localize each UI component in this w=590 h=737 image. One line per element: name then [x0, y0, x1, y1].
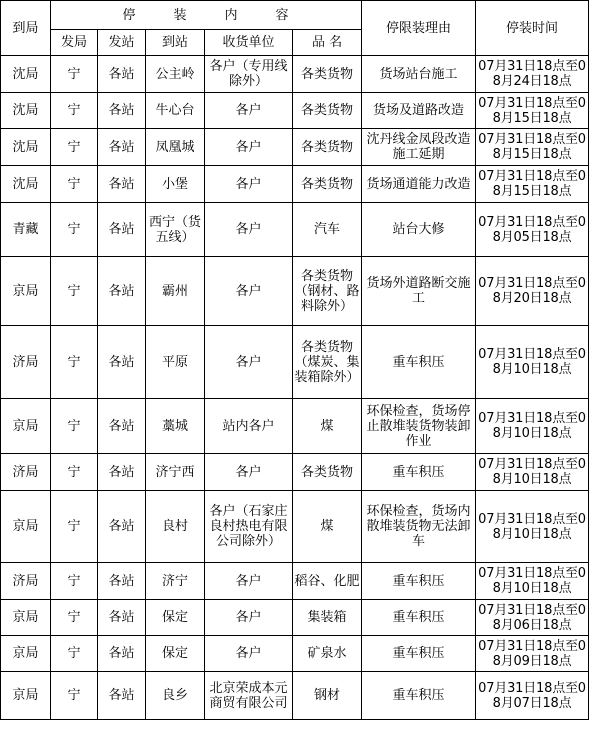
cell-reason: 重车积压 — [362, 636, 476, 672]
table-row — [1, 129, 589, 166]
cell-consignee: 各户 — [205, 93, 293, 129]
cell-reason: 站台大修 — [362, 203, 476, 257]
cell-goods: 各类货物（煤炭、集装箱除外） — [293, 326, 362, 399]
cell-period: 07月31日18点至08月15日18点 — [476, 166, 589, 203]
cell-reason: 重车积压 — [362, 672, 476, 720]
cell-consignee: 北京荣成本元商贸有限公司 — [205, 672, 293, 720]
cell-goods: 煤 — [293, 399, 362, 454]
cell-consignee: 各户 — [205, 600, 293, 636]
header-goods: 品 名 — [293, 30, 362, 56]
cell-to-bureau: 京局 — [1, 600, 51, 636]
cell-to-station: 公主岭 — [146, 56, 205, 93]
table-row — [1, 636, 589, 672]
cell-reason: 沈丹线金凤段改造施工延期 — [362, 129, 476, 166]
cell-to-station: 济宁 — [146, 563, 205, 600]
cell-reason: 环保检查，货场内散堆装货物无法卸车 — [362, 491, 476, 563]
cell-period: 07月31日18点至08月10日18点 — [476, 563, 589, 600]
cell-goods: 矿泉水 — [293, 636, 362, 672]
header-from-bureau: 发局 — [51, 30, 98, 56]
cell-reason: 重车积压 — [362, 600, 476, 636]
cell-to-bureau: 京局 — [1, 399, 51, 454]
cell-from-station: 各站 — [98, 600, 146, 636]
cell-to-bureau: 京局 — [1, 491, 51, 563]
cell-consignee: 各户 — [205, 203, 293, 257]
cell-goods: 各类货物 — [293, 166, 362, 203]
cell-from-station: 各站 — [98, 563, 146, 600]
cell-to-station: 小堡 — [146, 166, 205, 203]
cell-from-bureau: 宁 — [51, 93, 98, 129]
cell-reason: 重车积压 — [362, 326, 476, 399]
header-to-bureau: 到局 — [1, 1, 51, 56]
table-row — [1, 491, 589, 563]
cell-from-bureau: 宁 — [51, 326, 98, 399]
cell-period: 07月31日18点至08月10日18点 — [476, 491, 589, 563]
table-row — [1, 166, 589, 203]
cell-period: 07月31日18点至08月10日18点 — [476, 399, 589, 454]
cell-from-station: 各站 — [98, 672, 146, 720]
cell-period: 07月31日18点至08月15日18点 — [476, 129, 589, 166]
cell-consignee: 各户 — [205, 129, 293, 166]
cell-consignee: 各户（专用线除外） — [205, 56, 293, 93]
cell-from-station: 各站 — [98, 399, 146, 454]
table-row — [1, 399, 589, 454]
cell-consignee: 各户 — [205, 257, 293, 326]
cell-from-bureau: 宁 — [51, 166, 98, 203]
cell-reason: 货场外道路断交施工 — [362, 257, 476, 326]
cell-goods: 各类货物（钢材、路料除外） — [293, 257, 362, 326]
cell-to-bureau: 沈局 — [1, 56, 51, 93]
cell-from-station: 各站 — [98, 326, 146, 399]
cell-from-station: 各站 — [98, 636, 146, 672]
table-row — [1, 600, 589, 636]
cell-to-station: 良乡 — [146, 672, 205, 720]
cell-to-bureau: 京局 — [1, 257, 51, 326]
cell-to-station: 西宁（货五线） — [146, 203, 205, 257]
cell-from-station: 各站 — [98, 56, 146, 93]
cell-to-bureau: 青藏 — [1, 203, 51, 257]
cell-period: 07月31日18点至08月20日18点 — [476, 257, 589, 326]
cell-reason: 货场及道路改造 — [362, 93, 476, 129]
cell-consignee: 各户 — [205, 636, 293, 672]
cell-reason: 重车积压 — [362, 454, 476, 491]
cell-goods: 汽车 — [293, 203, 362, 257]
table-row — [1, 93, 589, 129]
cell-to-bureau: 沈局 — [1, 93, 51, 129]
cell-goods: 煤 — [293, 491, 362, 563]
cell-period: 07月31日18点至08月15日18点 — [476, 93, 589, 129]
cell-consignee: 各户 — [205, 454, 293, 491]
cell-to-station: 平原 — [146, 326, 205, 399]
cell-period: 07月31日18点至08月10日18点 — [476, 326, 589, 399]
cell-consignee: 各户 — [205, 563, 293, 600]
header-suspension-content: 停装内容 — [51, 1, 362, 30]
cell-period: 07月31日18点至08月05日18点 — [476, 203, 589, 257]
cell-from-bureau: 宁 — [51, 129, 98, 166]
cell-from-bureau: 宁 — [51, 563, 98, 600]
cell-to-bureau: 济局 — [1, 563, 51, 600]
cell-to-bureau: 京局 — [1, 672, 51, 720]
table-row — [1, 203, 589, 257]
cell-from-bureau: 宁 — [51, 600, 98, 636]
cell-from-bureau: 宁 — [51, 636, 98, 672]
cell-period: 07月31日18点至08月09日18点 — [476, 636, 589, 672]
cell-goods: 各类货物 — [293, 129, 362, 166]
cell-to-station: 牛心台 — [146, 93, 205, 129]
cell-to-bureau: 京局 — [1, 636, 51, 672]
cell-to-station: 霸州 — [146, 257, 205, 326]
cell-from-bureau: 宁 — [51, 491, 98, 563]
header-from-station: 发站 — [98, 30, 146, 56]
cell-to-station: 藁城 — [146, 399, 205, 454]
cell-to-bureau: 济局 — [1, 326, 51, 399]
cell-period: 07月31日18点至08月10日18点 — [476, 454, 589, 491]
cell-consignee: 各户（石家庄良村热电有限公司除外） — [205, 491, 293, 563]
table-row — [1, 454, 589, 491]
cell-to-station: 保定 — [146, 600, 205, 636]
table-row — [1, 672, 589, 720]
cell-period: 07月31日18点至08月06日18点 — [476, 600, 589, 636]
cell-from-bureau: 宁 — [51, 203, 98, 257]
table-row — [1, 56, 589, 93]
cell-from-station: 各站 — [98, 93, 146, 129]
cell-to-bureau: 沈局 — [1, 166, 51, 203]
cell-from-bureau: 宁 — [51, 399, 98, 454]
cell-consignee: 各户 — [205, 166, 293, 203]
cell-from-bureau: 宁 — [51, 56, 98, 93]
cell-goods: 集装箱 — [293, 600, 362, 636]
cell-from-station: 各站 — [98, 454, 146, 491]
cell-period: 07月31日18点至08月24日18点 — [476, 56, 589, 93]
cell-goods: 各类货物 — [293, 56, 362, 93]
cell-from-station: 各站 — [98, 129, 146, 166]
table-row — [1, 257, 589, 326]
header-consignee: 收货单位 — [205, 30, 293, 56]
header-reason: 停限装理由 — [362, 1, 476, 56]
cell-reason: 货场站台施工 — [362, 56, 476, 93]
header-to-station: 到站 — [146, 30, 205, 56]
cell-from-station: 各站 — [98, 257, 146, 326]
cell-from-station: 各站 — [98, 166, 146, 203]
cell-consignee: 各户 — [205, 326, 293, 399]
header-period: 停装时间 — [476, 1, 589, 56]
cell-reason: 货场通道能力改造 — [362, 166, 476, 203]
cell-from-bureau: 宁 — [51, 672, 98, 720]
cell-goods: 各类货物 — [293, 93, 362, 129]
cell-to-bureau: 沈局 — [1, 129, 51, 166]
cell-to-bureau: 济局 — [1, 454, 51, 491]
cell-reason: 环保检查，货场停止散堆装货物装卸作业 — [362, 399, 476, 454]
cell-from-station: 各站 — [98, 203, 146, 257]
cell-from-bureau: 宁 — [51, 257, 98, 326]
cell-from-bureau: 宁 — [51, 454, 98, 491]
header-row-top — [1, 1, 589, 30]
table-row — [1, 563, 589, 600]
cell-goods: 各类货物 — [293, 454, 362, 491]
cell-goods: 稻谷、化肥 — [293, 563, 362, 600]
table-row — [1, 326, 589, 399]
cell-to-station: 良村 — [146, 491, 205, 563]
cell-to-station: 保定 — [146, 636, 205, 672]
cell-goods: 钢材 — [293, 672, 362, 720]
cell-consignee: 站内各户 — [205, 399, 293, 454]
table-body — [1, 56, 589, 720]
cell-to-station: 济宁西 — [146, 454, 205, 491]
cell-to-station: 凤凰城 — [146, 129, 205, 166]
cell-from-station: 各站 — [98, 491, 146, 563]
cell-period: 07月31日18点至08月07日18点 — [476, 672, 589, 720]
cell-reason: 重车积压 — [362, 563, 476, 600]
